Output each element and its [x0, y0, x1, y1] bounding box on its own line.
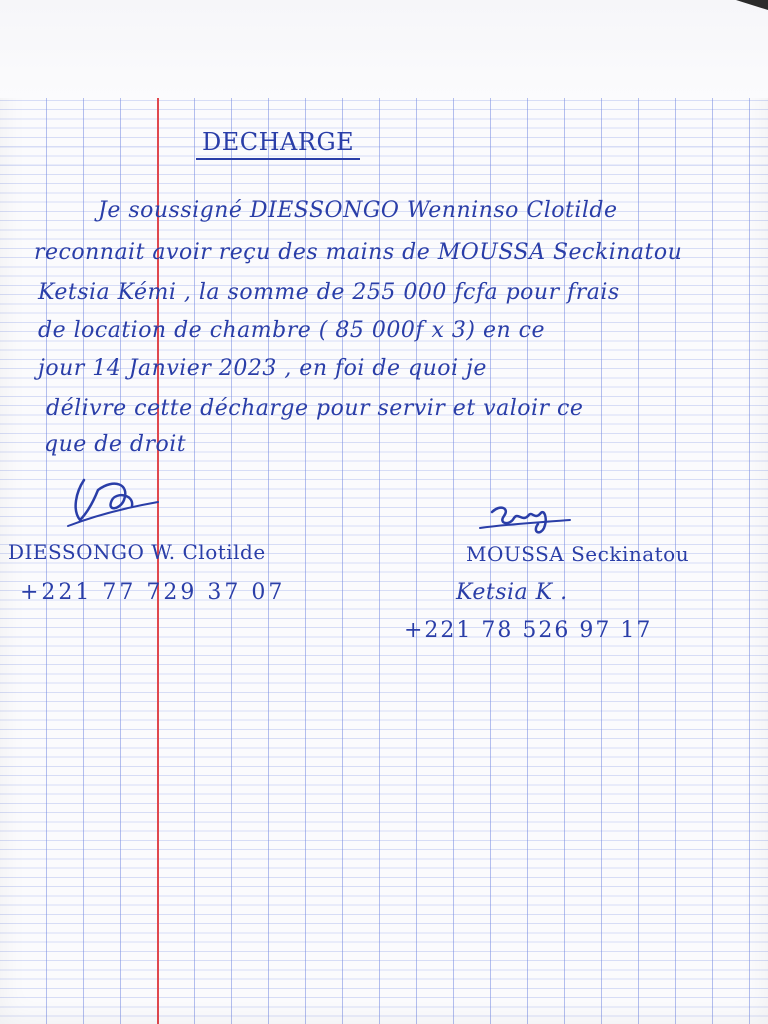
signature-left — [54, 470, 164, 534]
paragraph-line-2: reconnait avoir reçu des mains de MOUSSA Seckinatou — [34, 240, 683, 265]
paragraph-line-6: délivre cette décharge pour servir et valoir ce — [46, 396, 584, 421]
paragraph-line-5: jour 14 Janvier 2023 , en foi de quoi je — [38, 356, 487, 381]
signatory-left-name: DIESSONGO W. Clotilde — [8, 540, 266, 564]
paragraph-line-4: de location de chambre ( 85 000f x 3) en ce — [38, 318, 545, 343]
paragraph-line-7: que de droit — [44, 432, 187, 457]
page-top-band — [0, 0, 768, 98]
signatory-left-phone: +221 77 729 37 07 — [20, 580, 286, 605]
paragraph-line-1: Je soussigné DIESSONGO Wenninso Clotilde — [98, 198, 618, 223]
signatory-right-name2: Ketsia K . — [456, 580, 568, 605]
paragraph-line-3: Ketsia Kémi , la somme de 255 000 fcfa pour frais — [38, 280, 620, 305]
signatory-right-phone: +221 78 526 97 17 — [404, 618, 653, 643]
signature-right — [474, 498, 574, 538]
signatory-right-name: MOUSSA Seckinatou — [466, 542, 690, 566]
document-title: DECHARGE — [196, 128, 360, 160]
page-corner — [736, 0, 768, 10]
